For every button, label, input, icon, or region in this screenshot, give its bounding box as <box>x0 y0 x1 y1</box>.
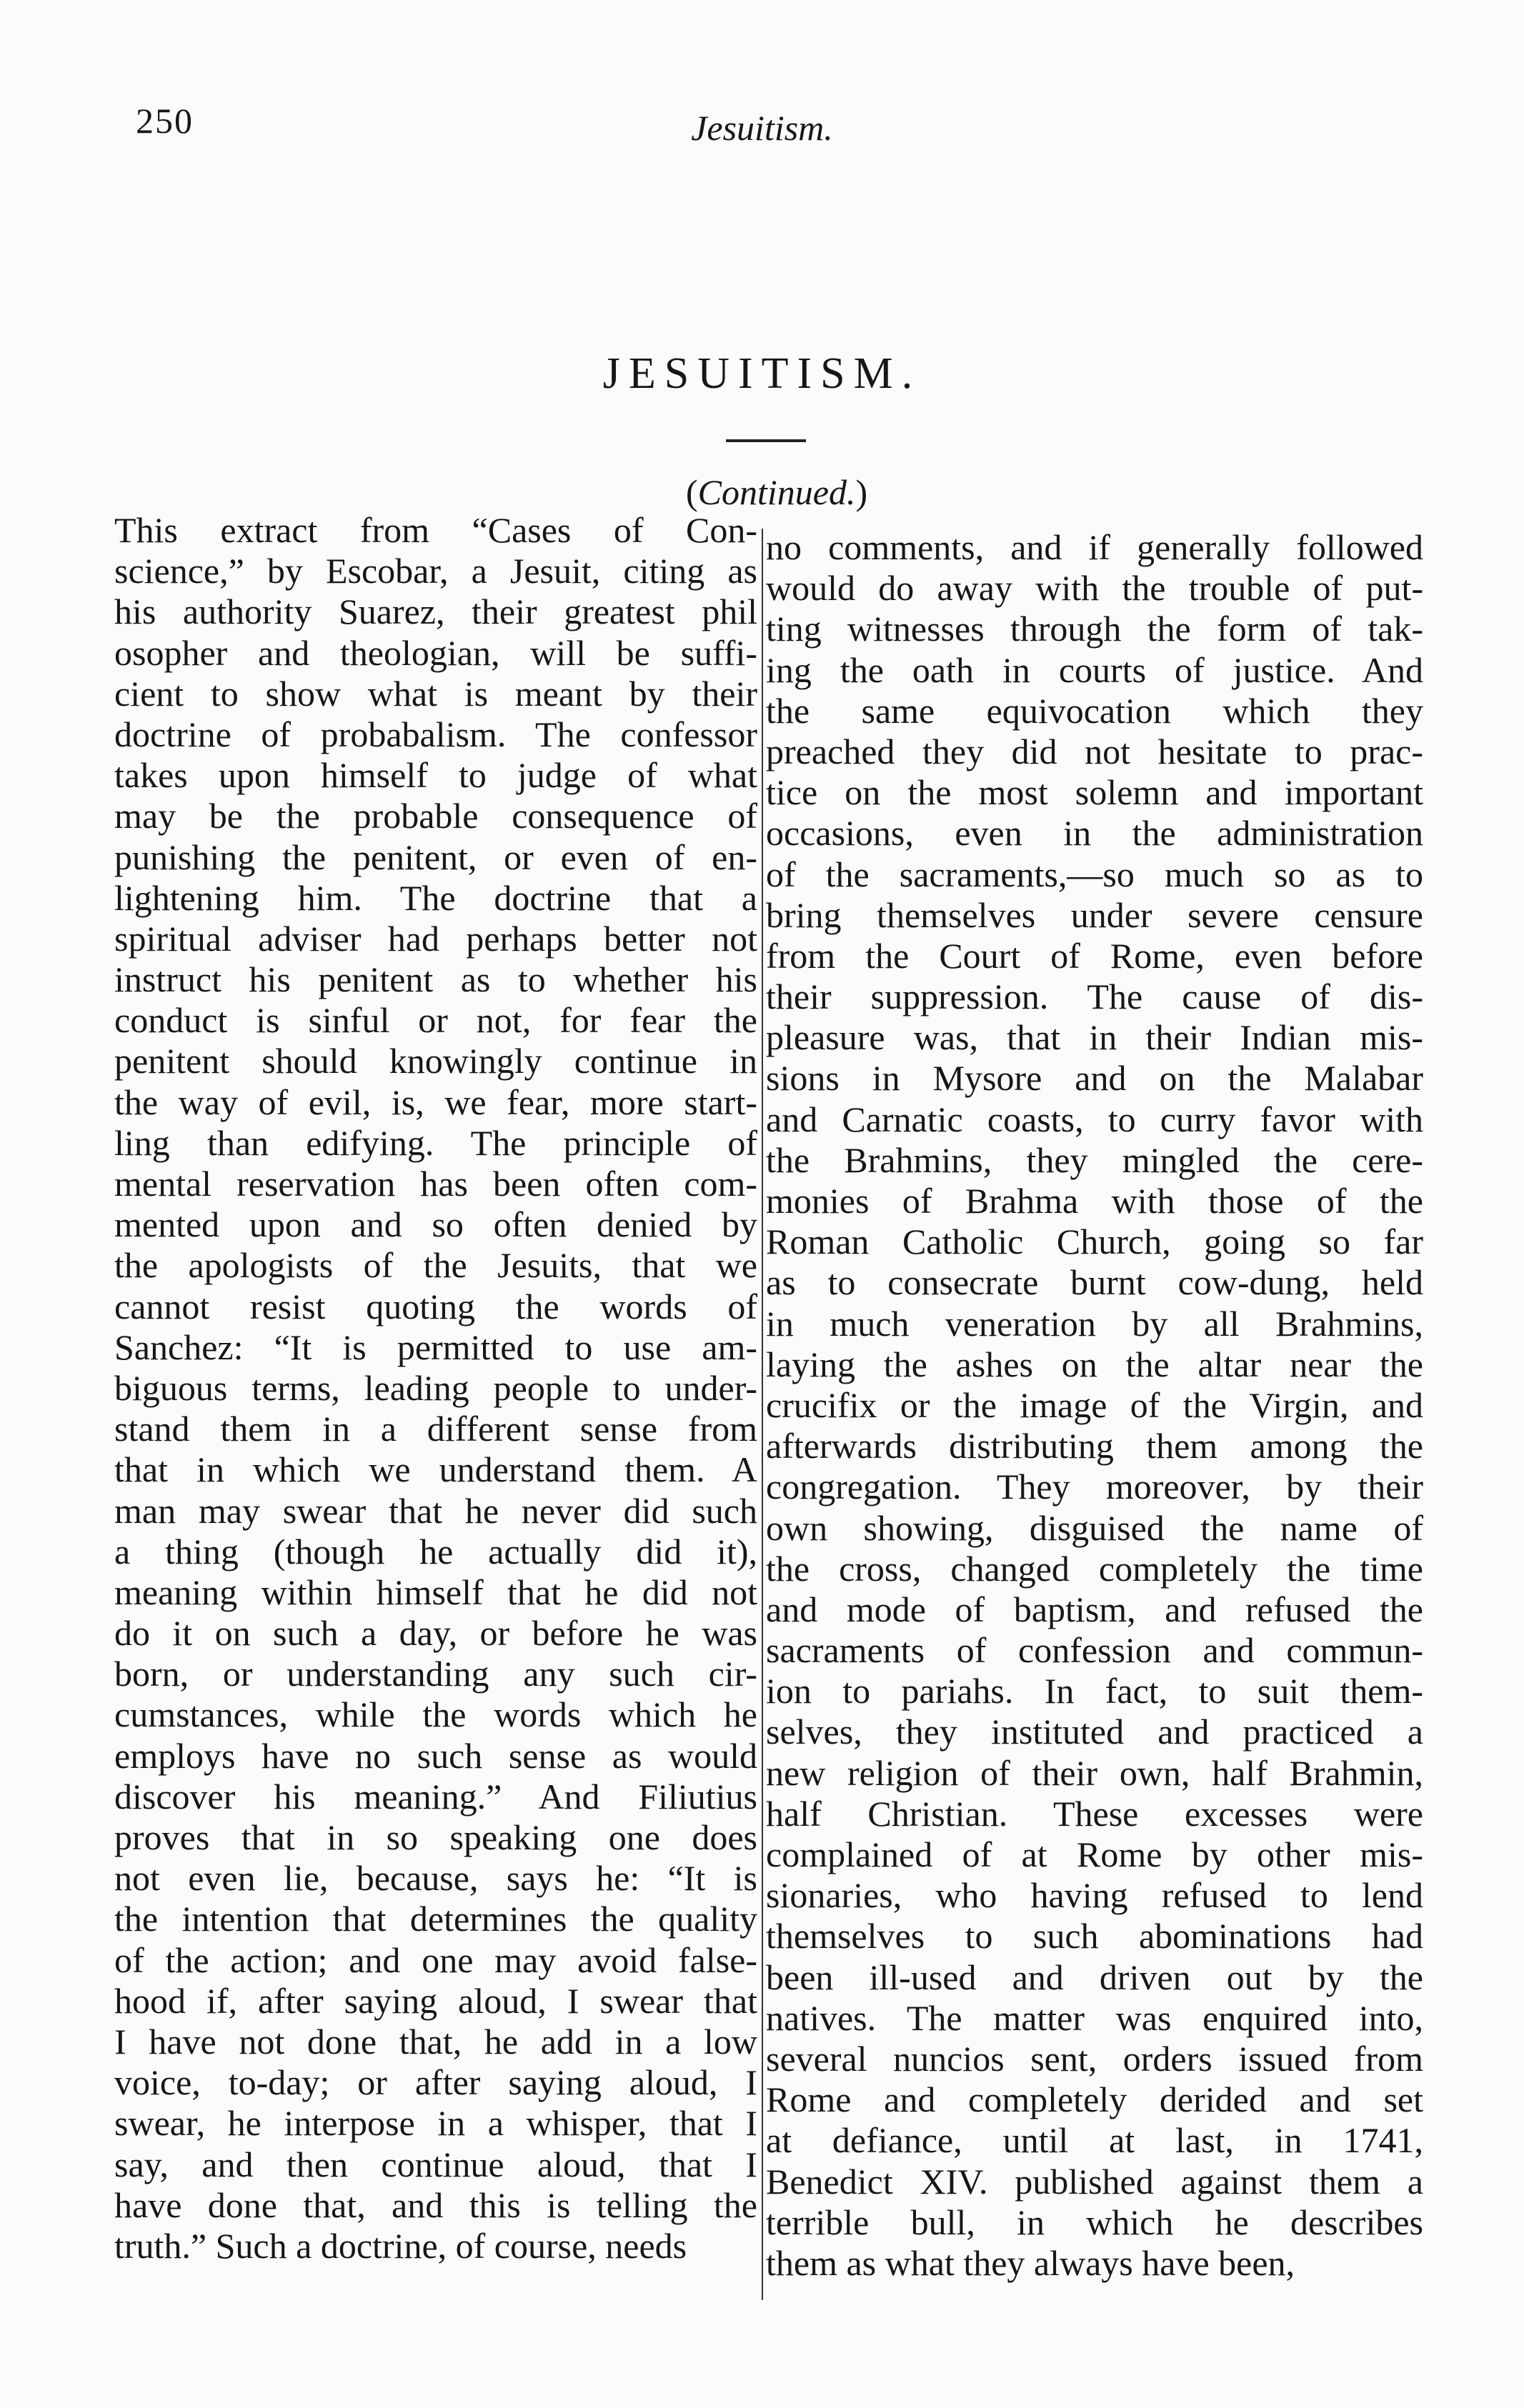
text-line: discover his meaning.” And Filiutius <box>114 1776 757 1817</box>
text-line: Rome and completely derided and set <box>766 2079 1423 2120</box>
text-line: laying the ashes on the altar near the <box>766 1344 1423 1384</box>
text-line: the way of evil, is, we fear, more start- <box>114 1081 757 1122</box>
text-line: voice, to-day; or after saying aloud, I <box>114 2062 757 2103</box>
text-line: and mode of baptism, and refused the <box>766 1589 1423 1629</box>
text-line: themselves to such abominations had <box>766 1916 1423 1957</box>
text-line: terrible bull, in which he describes <box>766 2202 1423 2242</box>
text-line: sionaries, who having refused to lend <box>766 1875 1423 1916</box>
text-line: new religion of their own, half Brahmin, <box>766 1752 1423 1793</box>
text-line: pleasure was, that in their Indian mis- <box>766 1017 1423 1058</box>
text-line: at defiance, until at last, in 1741, <box>766 2120 1423 2161</box>
text-line: Sanchez: “It is permitted to use am- <box>114 1327 757 1367</box>
text-line: preached they did not hesitate to prac- <box>766 731 1423 771</box>
text-line: penitent should knowingly continue in <box>114 1041 757 1081</box>
text-line: man may swear that he never did such <box>114 1490 757 1531</box>
text-line: selves, they instituted and practiced a <box>766 1712 1423 1752</box>
text-line: instruct his penitent as to whether his <box>114 959 757 1000</box>
text-line: truth.” Such a doctrine, of course, needs <box>114 2225 687 2266</box>
text-line: osopher and theologian, will be suffi- <box>114 632 757 673</box>
text-line: cient to show what is meant by their <box>114 673 757 714</box>
text-line: the intention that determines the quality <box>114 1899 757 1939</box>
text-line: conduct is sinful or not, for fear the <box>114 1000 757 1041</box>
text-line: lightening him. The doctrine that a <box>114 877 757 918</box>
running-title: Jesuitism. <box>691 108 833 148</box>
text-line: biguous terms, leading people to under- <box>114 1367 757 1408</box>
text-line: ting witnesses through the form of tak- <box>766 609 1423 649</box>
text-line: sions in Mysore and on the Malabar <box>766 1058 1423 1099</box>
text-line: doctrine of probabalism. The confessor <box>114 714 757 754</box>
text-line: and Carnatic coasts, to curry favor with <box>766 1099 1423 1139</box>
text-line: from the Court of Rome, even before <box>766 935 1423 976</box>
continued-note <box>686 471 867 513</box>
text-line: natives. The matter was enquired into, <box>766 1997 1423 2038</box>
text-line: of the action; and one may avoid false- <box>114 1939 757 1980</box>
text-line: This extract from “Cases of Con- <box>114 510 757 550</box>
article-title: JESUITISM. <box>602 349 922 398</box>
text-line: say, and then continue aloud, that I <box>114 2144 757 2184</box>
text-line: Roman Catholic Church, going so far <box>766 1222 1423 1262</box>
text-line: employs have no such sense as would <box>114 1735 757 1776</box>
text-line: I have not done that, he add in a low <box>114 2021 757 2062</box>
text-line: ion to pariahs. In fact, to suit them- <box>766 1671 1423 1712</box>
text-line: afterwards distributing them among the <box>766 1426 1423 1467</box>
title-rule <box>726 439 806 442</box>
text-line: takes upon himself to judge of what <box>114 755 757 796</box>
continued-word: Continued. <box>697 472 856 512</box>
text-line: born, or understanding any such cir- <box>114 1654 757 1694</box>
left-column <box>114 510 757 2267</box>
text-line: monies of Brahma with those of the <box>766 1181 1423 1221</box>
text-line: their suppression. The cause of dis- <box>766 976 1423 1017</box>
text-line: congregation. They moreover, by their <box>766 1467 1423 1507</box>
text-line: the Brahmins, they mingled the cere- <box>766 1139 1423 1180</box>
text-line: half Christian. These excesses were <box>766 1793 1423 1834</box>
continued-open: ( <box>686 472 698 512</box>
text-line: bring themselves under severe censure <box>766 894 1423 935</box>
text-line: punishing the penitent, or even of en- <box>114 836 757 877</box>
text-line: would do away with the trouble of put- <box>766 568 1423 609</box>
text-line: stand them in a different sense from <box>114 1409 757 1449</box>
text-line: crucifix or the image of the Virgin, and <box>766 1384 1423 1425</box>
text-line: have done that, and this is telling the <box>114 2184 757 2225</box>
text-line: the apologists of the Jesuits, that we <box>114 1245 757 1286</box>
text-line: ing the oath in courts of justice. And <box>766 649 1423 690</box>
column-divider <box>762 529 763 2300</box>
text-line: ling than edifying. The principle of <box>114 1122 757 1163</box>
text-line: tice on the most solemn and important <box>766 772 1423 813</box>
text-line: hood if, after saying aloud, I swear that <box>114 1980 757 2021</box>
text-line: not even lie, because, says he: “It is <box>114 1858 757 1899</box>
text-line: Benedict XIV. published against them a <box>766 2161 1423 2202</box>
page-number: 250 <box>136 101 194 141</box>
text-line: a thing (though he actually did it), <box>114 1531 757 1572</box>
text-line: the same equivocation which they <box>766 690 1423 731</box>
text-line: as to consecrate burnt cow-dung, held <box>766 1262 1423 1303</box>
text-line: of the sacraments,—so much so as to <box>766 854 1423 894</box>
text-line: own showing, disguised the name of <box>766 1507 1423 1548</box>
right-column <box>766 527 1423 2284</box>
text-line: cumstances, while the words which he <box>114 1694 757 1735</box>
text-line: proves that in so speaking one does <box>114 1817 757 1857</box>
text-line: his authority Suarez, their greatest phil <box>114 591 757 632</box>
text-line: complained of at Rome by other mis- <box>766 1834 1423 1874</box>
text-line: swear, he interpose in a whisper, that I <box>114 2103 757 2144</box>
text-line: several nuncios sent, orders issued from <box>766 2038 1423 2079</box>
text-line: science,” by Escobar, a Jesuit, citing as <box>114 551 757 591</box>
text-line: occasions, even in the administration <box>766 813 1423 854</box>
text-line: been ill-used and driven out by the <box>766 1957 1423 1997</box>
text-line: that in which we understand them. A <box>114 1449 757 1490</box>
text-line: no comments, and if generally followed <box>766 527 1423 567</box>
text-line: in much veneration by all Brahmins, <box>766 1303 1423 1344</box>
text-line: them as what they always have been, <box>766 2242 1295 2283</box>
continued-close: ) <box>855 472 868 512</box>
text-line: meaning within himself that he did not <box>114 1572 757 1612</box>
text-line: the cross, changed completely the time <box>766 1548 1423 1589</box>
text-line: sacraments of confession and commun- <box>766 1630 1423 1671</box>
text-line: spiritual adviser had perhaps better not <box>114 918 757 959</box>
text-line: mental reservation has been often com- <box>114 1164 757 1204</box>
text-line: may be the probable consequence of <box>114 796 757 836</box>
text-line: mented upon and so often denied by <box>114 1204 757 1245</box>
text-line: cannot resist quoting the words of <box>114 1286 757 1327</box>
text-line: do it on such a day, or before he was <box>114 1613 757 1654</box>
